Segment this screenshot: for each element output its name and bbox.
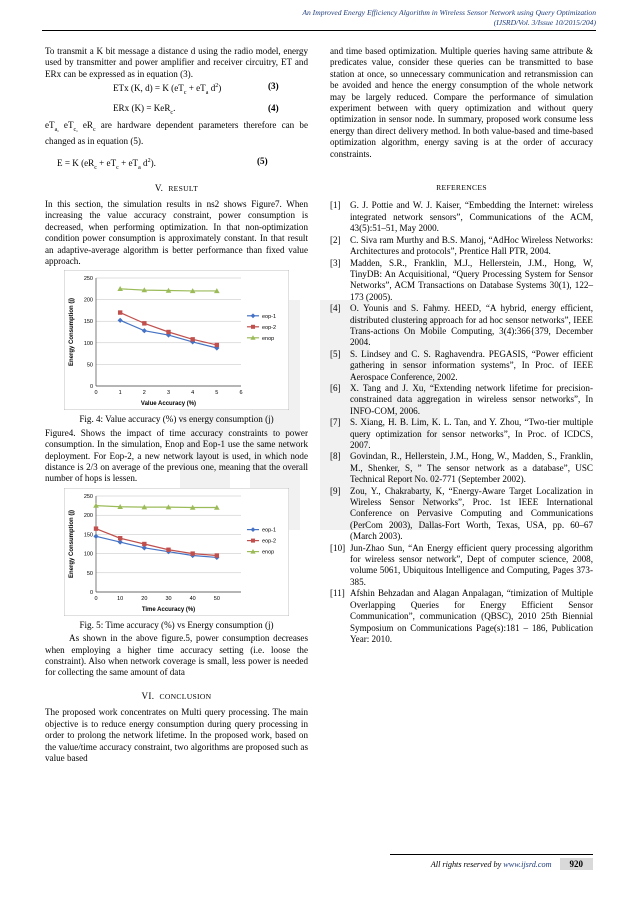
y-tick-label: 50	[86, 362, 93, 369]
y-tick-label: 150	[83, 319, 93, 326]
equation-number: (3)	[268, 81, 279, 92]
chart-fig4	[64, 270, 289, 410]
page-header	[302, 8, 596, 28]
reference-item	[330, 543, 593, 589]
footer-site: www.ijsrd.com	[503, 860, 552, 869]
x-axis-label: Value Accuracy (%)	[140, 401, 197, 408]
data-point	[215, 553, 219, 557]
reference-text: Afshin Behzadan and Alagan Anpalagan, “timization of Multiple Overlapping Queries for Energy Efficient Sensor Communication”, communication (QBSC), 2010 25th Biennial Symposium on Communications Page(s):181 – 186, Publication Year: 2010.	[350, 588, 593, 644]
x-tick-label: 4	[191, 390, 195, 397]
x-tick-label: 50	[213, 595, 220, 602]
reference-number: [5]	[330, 348, 341, 359]
data-point	[142, 322, 146, 326]
reference-number: [4]	[330, 303, 341, 314]
data-point	[166, 330, 170, 334]
reference-text: C. Siva ram Murthy and B.S. Manoj, “AdHoc Wireless Networks: Architectures and protocols”, Prentice Hall PTR, 2004.	[350, 234, 593, 257]
y-tick-label: 0	[89, 589, 93, 596]
y-axis-label: Energy Consumption (j)	[69, 298, 75, 367]
data-point	[190, 338, 194, 342]
header-rule	[42, 30, 596, 31]
paragraph: and time based optimization. Multiple queries having same attribute & predicates value, consider these queries can be transmitted to base station at once, so unnecessary communication and retransmission can be avoided and hence the energy consumption of the whole network may be largely reduced. Compare the performance of simulation experiment between with query optimization and without query optimization in sensor node. In summary, proposed work consume less energy than direct delivery method. In both value-based and time-based optimization algorithm, energy saving is at the order of accuracy constraints.	[330, 46, 593, 159]
reference-text: O. Younis and S. Fahmy. HEED, “A hybrid, energy efficient, distributed clustering approach for ad hoc sensor networks”, IEEE Trans-actions On Mobile Computing, 3(4):366{379, December 2004.	[350, 303, 593, 348]
reference-text: Madden, S.R., Franklin, M.J., Hellerstein, J.M., Hong, W, TinyDB: An Acquisitional, “Query Processing System for Sensor Networks”, ACM Transactions on Database Systems 30(1), 122–173 (2005).	[350, 257, 593, 302]
data-point	[142, 542, 146, 546]
figure-caption: Fig. 5: Time accuracy (%) vs Energy consumption (j)	[79, 619, 274, 630]
y-tick-label: 100	[83, 551, 93, 558]
section-heading-conclusion: VI. CONCLUSION	[141, 690, 212, 701]
x-tick-label: 0	[94, 595, 98, 602]
reference-item	[330, 417, 593, 451]
y-tick-label: 250	[83, 276, 93, 283]
equation-number: (4)	[268, 103, 279, 114]
data-point	[118, 536, 122, 540]
x-tick-label: 5	[215, 390, 219, 397]
data-point	[166, 547, 170, 551]
reference-number: [8]	[330, 451, 341, 462]
reference-list	[330, 200, 593, 645]
equation-4: ERx (K) = KeR$_c$. (4)	[113, 103, 308, 119]
y-tick-label: 100	[83, 341, 93, 348]
reference-text: Jun-Zhao Sun, “An Energy efficient query processing algorithm for wireless sensor network”, Dept of computer science, 2008, volume 5061, Ubiquitous Intelligence and Computing, Pages 373-385.	[350, 542, 593, 587]
legend-label: eop-1	[262, 314, 277, 321]
legend-label: eop-2	[262, 538, 277, 545]
reference-number: [7]	[330, 417, 341, 428]
reference-item	[330, 486, 593, 543]
left-column	[45, 46, 308, 764]
reference-text: S. Lindsey and C. S. Raghavendra. PEGASIS, “Power efficient gathering in sensor information systems”, In Proc. of IEEE Aerospace Conference, 2002.	[350, 348, 593, 382]
reference-item	[330, 303, 593, 349]
x-tick-label: 1	[118, 390, 122, 397]
equation-5: E = K ($eR_c + eT_c + eT_a$ $d^2$). (5)	[57, 156, 308, 174]
reference-number: [9]	[330, 485, 341, 496]
legend-label: enop	[262, 549, 275, 556]
page-footer	[431, 858, 593, 870]
reference-item	[330, 235, 593, 258]
paragraph: $eT_{a,}$ $eT_{c,}$ $eR_c$ are hardware dependent parameters therefore can be changed as in equation (5).	[45, 119, 308, 146]
reference-item	[330, 588, 593, 645]
paragraph: As shown in the above figure.5, power consumption decreases when employing a higher time accuracy setting (i.e. loose the constraint). Also when network coverage is small, less power is needed for collecting the same amount of data	[45, 633, 308, 678]
x-tick-label: 30	[165, 595, 172, 602]
header-title: An Improved Energy Efficiency Algorithm in Wireless Sensor Network using Query Optimization	[302, 8, 596, 17]
legend-label: enop	[262, 336, 275, 343]
reference-item	[330, 200, 593, 234]
reference-item	[330, 258, 593, 304]
reference-number: [2]	[330, 234, 341, 245]
reference-text: Zou, Y., Chakrabarty, K, “Energy-Aware Target Localization in Wireless Sensor Networks”, Proc. 1st IEEE International Conference on Pervasive Computing and Communications (PerCom 2003), Dallas-Fort Worth, Texas, USA, pp. 60–67 (March 2003).	[350, 485, 593, 542]
reference-text: Govindan, R., Hellerstein, J.M., Hong, W., Madden, S., Franklin, M., Shenker, S, ” The sensor network as a database”, USC Technical Report No. 02-771 (September 2002).	[350, 451, 593, 485]
paragraph: Figure4. Shows the impact of time accuracy constraints to power consumption. In the simulation, Enop and Eop-1 use the same network deployment. For Eop-2, a new network layout is used, in which node distance is 2/3 on average of the previous one, meaning that the overall number of hops is lessen.	[45, 427, 308, 484]
x-tick-label: 10	[117, 595, 124, 602]
x-axis-label: Time Accuracy (%)	[141, 606, 196, 613]
data-point	[215, 343, 219, 347]
paragraph: In this section, the simulation results in ns2 shows Figure7. When increasing the value accuracy constraint, power consumption is decreased, when performing optimization. In that non-optimization condition power consumption is approximately constant. In that result an adaptive-average algorithm is better performance than fixed value approach.	[45, 198, 308, 266]
reference-item	[330, 451, 593, 485]
reference-number: [10]	[330, 542, 346, 553]
data-point	[94, 526, 98, 530]
legend-marker	[251, 538, 255, 542]
legend-label: eop-2	[262, 325, 277, 332]
reference-number: [3]	[330, 257, 341, 268]
y-tick-label: 50	[86, 570, 93, 577]
reference-item	[330, 349, 593, 383]
page-number: 920	[560, 858, 594, 870]
paragraph: The proposed work concentrates on Multi query processing. The main objective is to reduce energy consumption during query processing in order to prolong the network lifetime. In the proposed work, based on the value/time accuracy constraint, two algorithms are proposed such as value based	[45, 707, 308, 763]
y-tick-label: 0	[89, 384, 93, 391]
reference-number: [11]	[330, 588, 345, 599]
section-heading-result: V. RESULT	[154, 182, 199, 193]
x-tick-label: 20	[141, 595, 148, 602]
footer-rule	[390, 854, 593, 855]
references-heading: REFERENCES	[436, 183, 487, 193]
y-tick-label: 150	[83, 532, 93, 539]
reference-text: S. Xiang, H. B. Lim, K. L. Tan, and Y. Zhou, “Two-tier multiple query optimization for sensor networks”, In Proc. of ICDCS, 2007.	[350, 417, 593, 450]
equation-number: (5)	[257, 156, 268, 167]
y-tick-label: 200	[83, 298, 93, 305]
reference-number: [6]	[330, 382, 341, 393]
reference-text: G. J. Pottie and W. J. Kaiser, “Embedding the Internet: wireless integrated network sensors”, Communications of the ACM, 43(5):51–51, May 2000.	[350, 200, 593, 234]
x-tick-label: 2	[142, 390, 146, 397]
reference-text: X. Tang and J. Xu, “Extending network lifetime for precision- constrained data aggregation in wireless sensor networks”, In INFO-COM, 2006.	[350, 382, 593, 416]
reference-number: [1]	[330, 200, 341, 211]
footer-prefix: All rights reserved by	[430, 860, 504, 869]
equation-3: ETx (K, d) = K ($eT_c + eT_a$ $d^2$) (3)	[113, 81, 308, 99]
legend-marker	[251, 325, 255, 329]
x-tick-label: 40	[189, 595, 196, 602]
header-journal: (IJSRD/Vol. 3/Issue 10/2015/204)	[493, 18, 596, 27]
y-tick-label: 200	[83, 513, 93, 520]
reference-item	[330, 383, 593, 417]
paragraph: To transmit a K bit message a distance d using the radio model, energy used by transmitter and power amplifier and receiver circuitry, ET and ERx can be expressed as in equation (3).	[45, 46, 308, 79]
y-axis-label: Energy Consumption (j)	[69, 509, 75, 578]
right-column	[330, 46, 593, 645]
y-tick-label: 250	[83, 493, 93, 500]
data-point	[118, 311, 122, 315]
legend-label: eop-1	[262, 527, 277, 534]
figure-caption: Fig. 4: Value accuracy (%) vs energy consumption (j)	[79, 414, 274, 425]
x-tick-label: 0	[94, 390, 98, 397]
data-point	[190, 551, 194, 555]
x-tick-label: 6	[239, 390, 243, 397]
x-tick-label: 3	[166, 390, 171, 397]
chart-fig5	[64, 488, 289, 616]
